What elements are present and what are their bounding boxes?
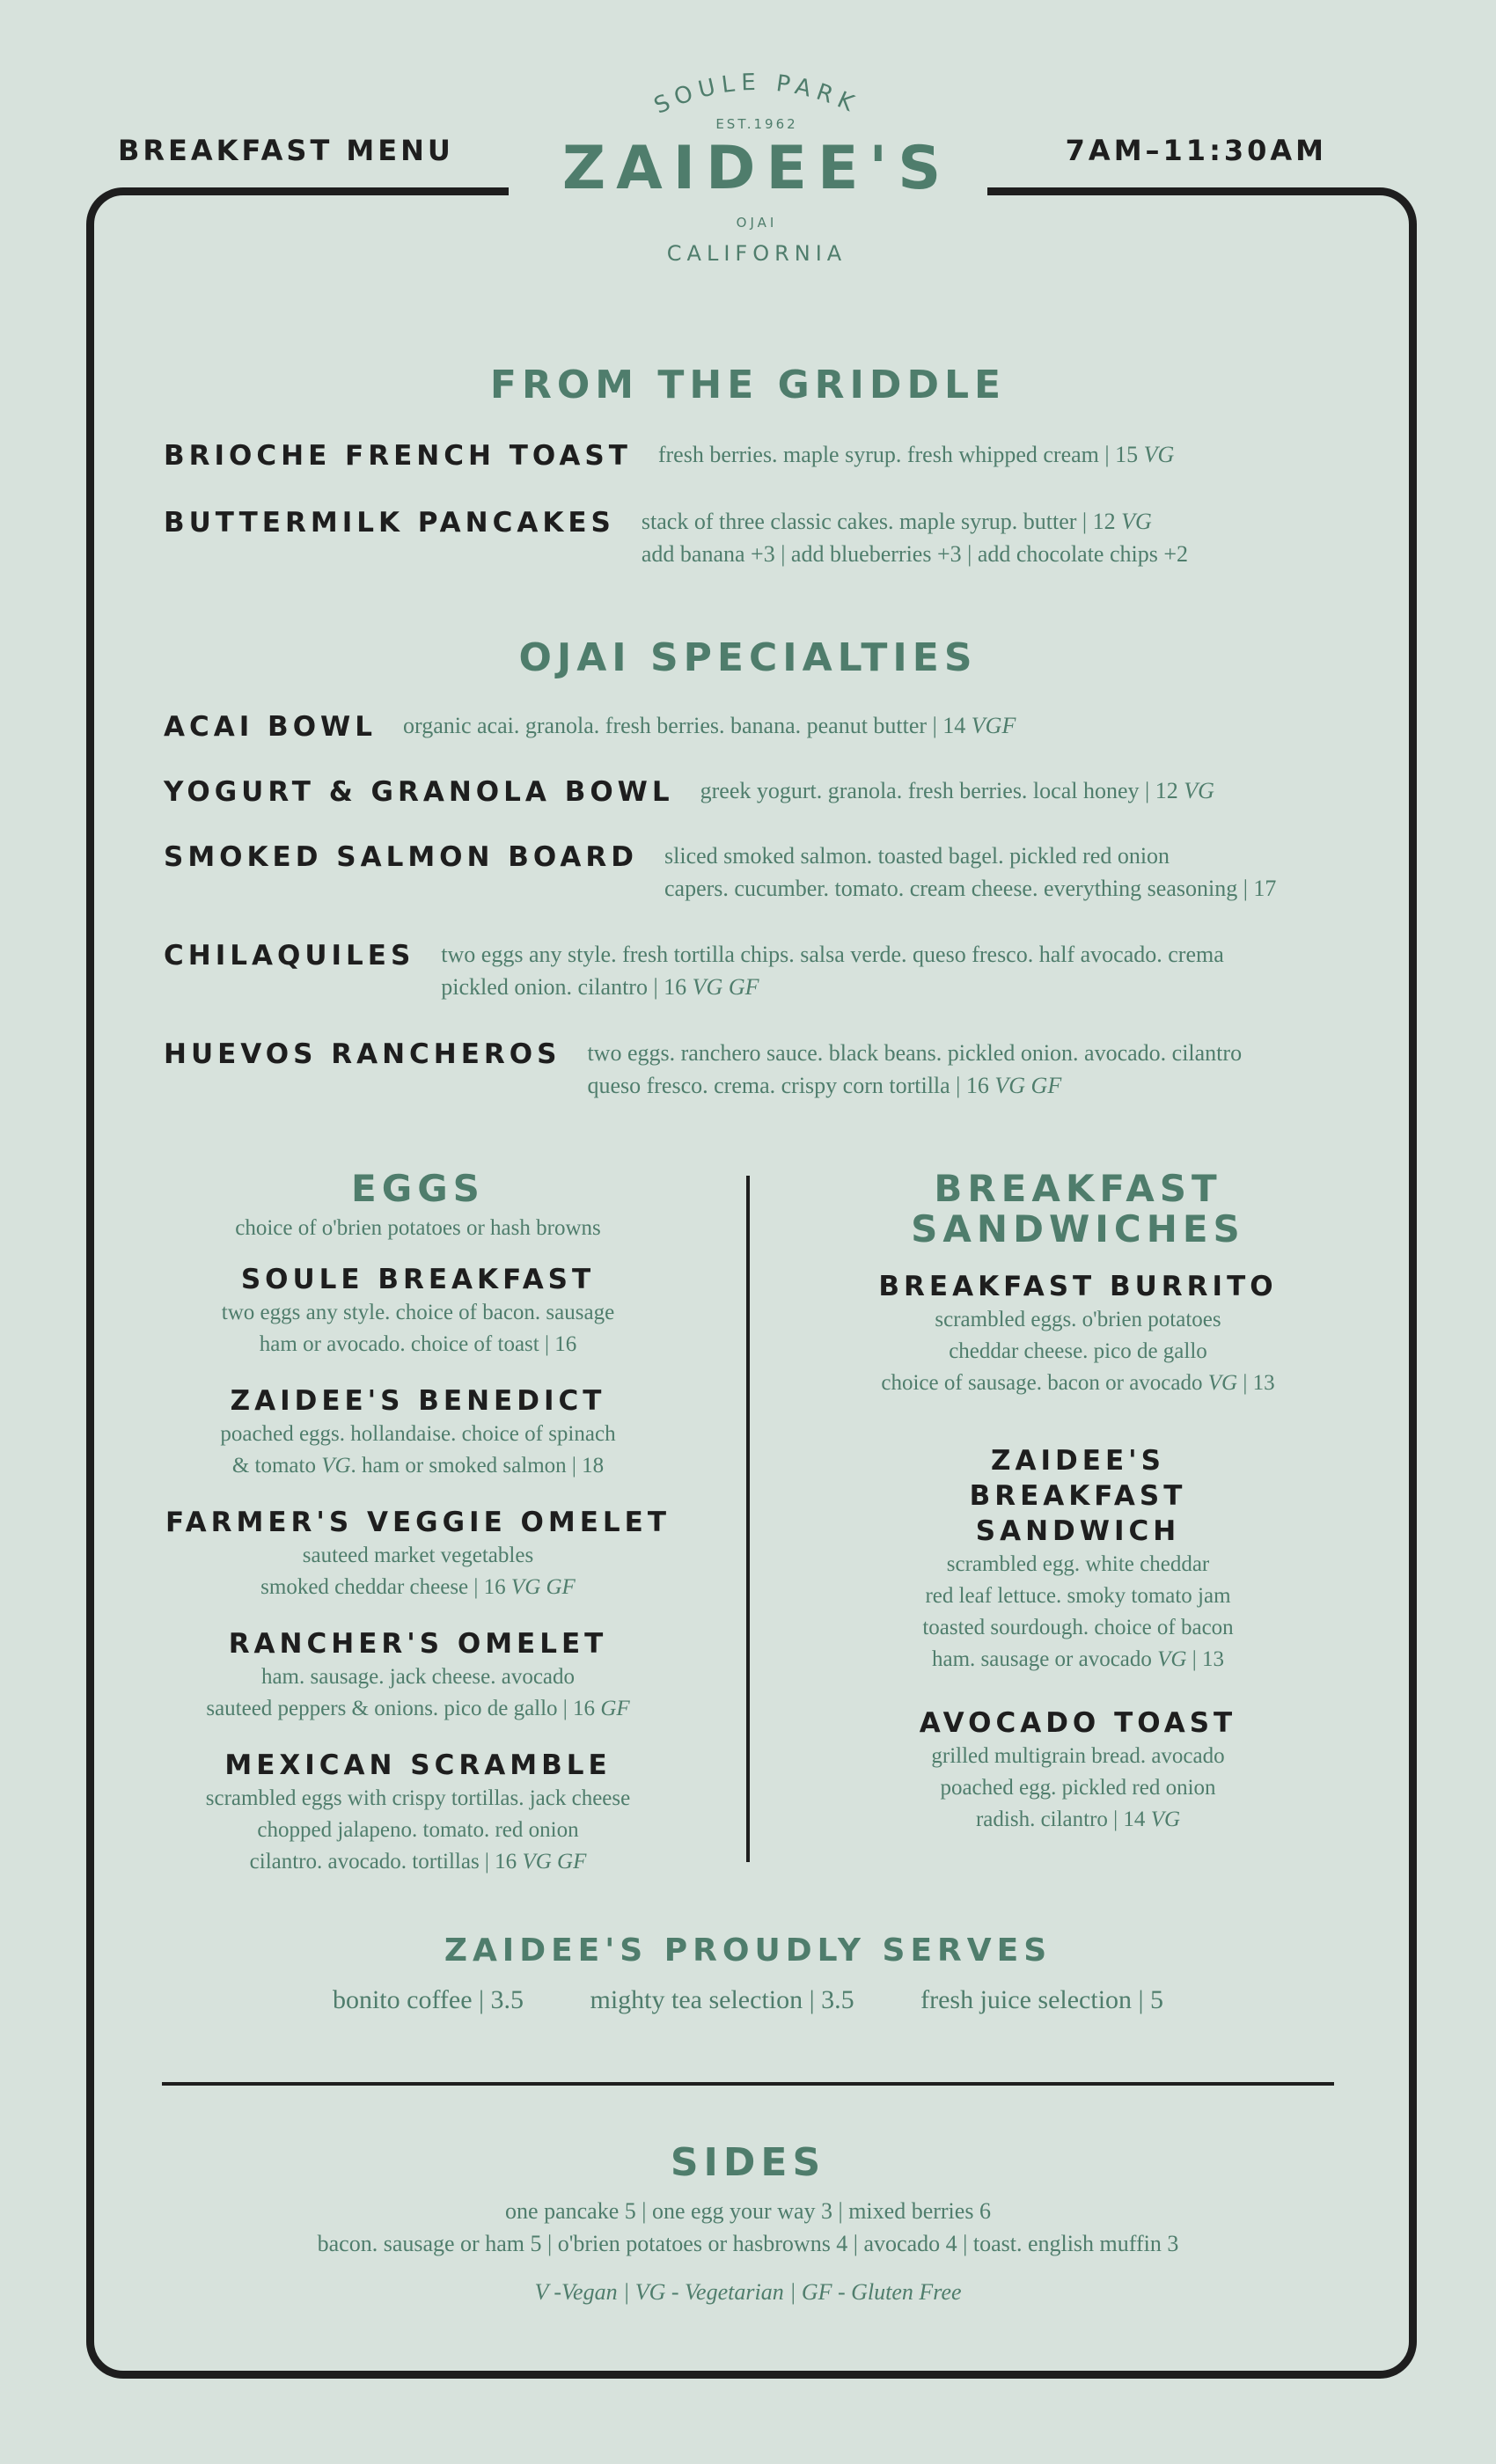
- menu-item: [164, 1038, 1360, 1102]
- menu-item: [801, 1705, 1355, 1836]
- menu-hours: 7AM–11:30AM: [1065, 134, 1327, 167]
- section-divider: [162, 2082, 1334, 2086]
- item-name: ACAI BOWL: [164, 711, 377, 743]
- section-title-sandwiches: BREAKFAST SANDWICHES: [911, 1167, 1245, 1250]
- item-name: SOULE BREAKFAST: [240, 1264, 596, 1295]
- menu-item: [801, 1443, 1355, 1676]
- item-name: RANCHER'S OMELET: [228, 1628, 608, 1660]
- menu-item: [164, 440, 1360, 472]
- item-description: two eggs. ranchero sauce. black beans. pickled onion. avocado. cilantro queso fresco. crema. crispy corn tortilla | 16 VG GF: [587, 1040, 1243, 1098]
- logo-city: OJAI: [736, 215, 778, 231]
- item-name: AVOCADO TOAST: [919, 1707, 1237, 1739]
- menu-item: [141, 1626, 695, 1725]
- item-name: FARMER'S VEGGIE OMELET: [165, 1507, 671, 1538]
- menu-item: [141, 1262, 695, 1360]
- beverage-item: mighty tea selection | 3.5: [590, 1985, 854, 2014]
- item-name: BRIOCHE FRENCH TOAST: [164, 440, 632, 472]
- item-name: ZAIDEE'S BENEDICT: [230, 1385, 606, 1417]
- item-description: ham. sausage or avocado VG | 13: [932, 1647, 1224, 1671]
- column-divider: [746, 1176, 750, 1862]
- menu-item: [141, 1748, 695, 1878]
- item-name: YOGURT & GRANOLA BOWL: [164, 776, 674, 808]
- section-title-griddle: FROM THE GRIDDLE: [489, 363, 1007, 407]
- item-name: BREAKFAST BURRITO: [878, 1271, 1278, 1302]
- item-description: grilled multigrain bread. avocado: [931, 1744, 1225, 1768]
- svg-text:SOULE PARK: SOULE PARK: [649, 69, 864, 120]
- logo-state: CALIFORNIA: [666, 241, 847, 266]
- item-name: CHILAQUILES: [164, 940, 415, 972]
- item-description: & tomato VG. ham or smoked salmon | 18: [231, 1454, 605, 1478]
- item-description: greek yogurt. granola. fresh berries. local honey | 12 VG: [700, 778, 1214, 803]
- menu-item: [164, 711, 1360, 743]
- menu-item: [164, 841, 1360, 905]
- menu-item: [141, 1505, 695, 1603]
- section-title-sides: SIDES: [670, 2140, 826, 2185]
- section-title-serves: ZAIDEE'S PROUDLY SERVES: [444, 1932, 1052, 1969]
- eggs-subtitle: choice of o'brien potatoes or hash browns: [235, 1216, 601, 1240]
- item-description: fresh berries. maple syrup. fresh whipped cream | 15 VG: [657, 442, 1175, 467]
- item-description: smoked cheddar cheese | 16 VG GF: [260, 1575, 576, 1599]
- restaurant-logo: [493, 69, 1021, 266]
- item-description: cilantro. avocado. tortillas | 16 VG GF: [249, 1850, 587, 1874]
- item-description: toasted sourdough. choice of bacon: [922, 1616, 1234, 1639]
- item-description: ham. sausage. jack cheese. avocado: [260, 1665, 576, 1689]
- item-description: scrambled egg. white cheddar: [946, 1552, 1210, 1576]
- item-description: sauteed peppers & onions. pico de gallo | 16 GF: [206, 1697, 630, 1720]
- sides-line: one pancake 5 | one egg your way 3 | mixed berries 6: [505, 2198, 991, 2224]
- menu-item: [164, 940, 1360, 1003]
- menu-item: [164, 507, 1360, 570]
- item-description: sauteed market vegetables: [302, 1544, 534, 1567]
- item-description: sliced smoked salmon. toasted bagel. pickled red onion capers. cucumber. tomato. cream cheese. everything seasoning | 17: [664, 843, 1277, 901]
- menu-item: [141, 1383, 695, 1482]
- item-description: red leaf lettuce. smoky tomato jam: [925, 1584, 1231, 1608]
- section-title-eggs: EGGS: [351, 1167, 485, 1210]
- item-description: cheddar cheese. pico de gallo: [949, 1339, 1207, 1363]
- item-name: MEXICAN SCRAMBLE: [224, 1749, 612, 1781]
- item-description: chopped jalapeno. tomato. red onion: [257, 1818, 579, 1842]
- item-description: scrambled eggs with crispy tortillas. jack cheese: [205, 1786, 631, 1810]
- item-description: ham or avocado. choice of toast | 16: [259, 1332, 577, 1356]
- item-description: two eggs any style. fresh tortilla chips. salsa verde. queso fresco. half avocado. crema pickled onion. cilantro | 16 VG GF: [441, 942, 1224, 1000]
- logo-name: ZAIDEE'S: [561, 134, 952, 203]
- item-name: ZAIDEE'S BREAKFAST SANDWICH: [969, 1445, 1187, 1547]
- item-name: HUEVOS RANCHEROS: [164, 1038, 561, 1070]
- item-description: poached egg. pickled red onion: [940, 1776, 1216, 1800]
- beverage-item: fresh juice selection | 5: [920, 1985, 1164, 2014]
- item-description: scrambled eggs. o'brien potatoes: [935, 1308, 1221, 1331]
- item-description: stack of three classic cakes. maple syrup. butter | 12 VG add banana +3 | add blueberries +3 | add chocolate chips +2: [641, 509, 1189, 567]
- item-name: SMOKED SALMON BOARD: [164, 841, 639, 873]
- beverage-item: bonito coffee | 3.5: [332, 1985, 524, 2014]
- sides-line: bacon. sausage or ham 5 | o'brien potatoes or hasbrowns 4 | avocado 4 | toast. english muffin 3: [317, 2231, 1179, 2256]
- logo-est: EST.1962: [715, 116, 798, 132]
- sandwiches-column: [801, 1169, 1355, 1836]
- item-description: poached eggs. hollandaise. choice of spinach: [220, 1422, 616, 1446]
- section-title-specialties: OJAI SPECIALTIES: [518, 635, 978, 680]
- item-name: BUTTERMILK PANCAKES: [164, 507, 615, 539]
- item-description: two eggs any style. choice of bacon. sausage: [221, 1301, 615, 1324]
- diet-legend: V -Vegan | VG - Vegetarian | GF - Gluten Free: [534, 2279, 962, 2305]
- logo-arc-text: [625, 69, 889, 120]
- eggs-column: [141, 1169, 695, 1878]
- beverages-row: [0, 1985, 1496, 2015]
- item-description: organic acai. granola. fresh berries. banana. peanut butter | 14 VGF: [403, 713, 1016, 738]
- menu-title: BREAKFAST MENU: [118, 134, 454, 167]
- menu-item: [801, 1269, 1355, 1399]
- menu-item: [164, 776, 1360, 808]
- item-description: radish. cilantro | 14 VG: [975, 1808, 1181, 1831]
- item-description: choice of sausage. bacon or avocado VG | 13: [881, 1371, 1275, 1395]
